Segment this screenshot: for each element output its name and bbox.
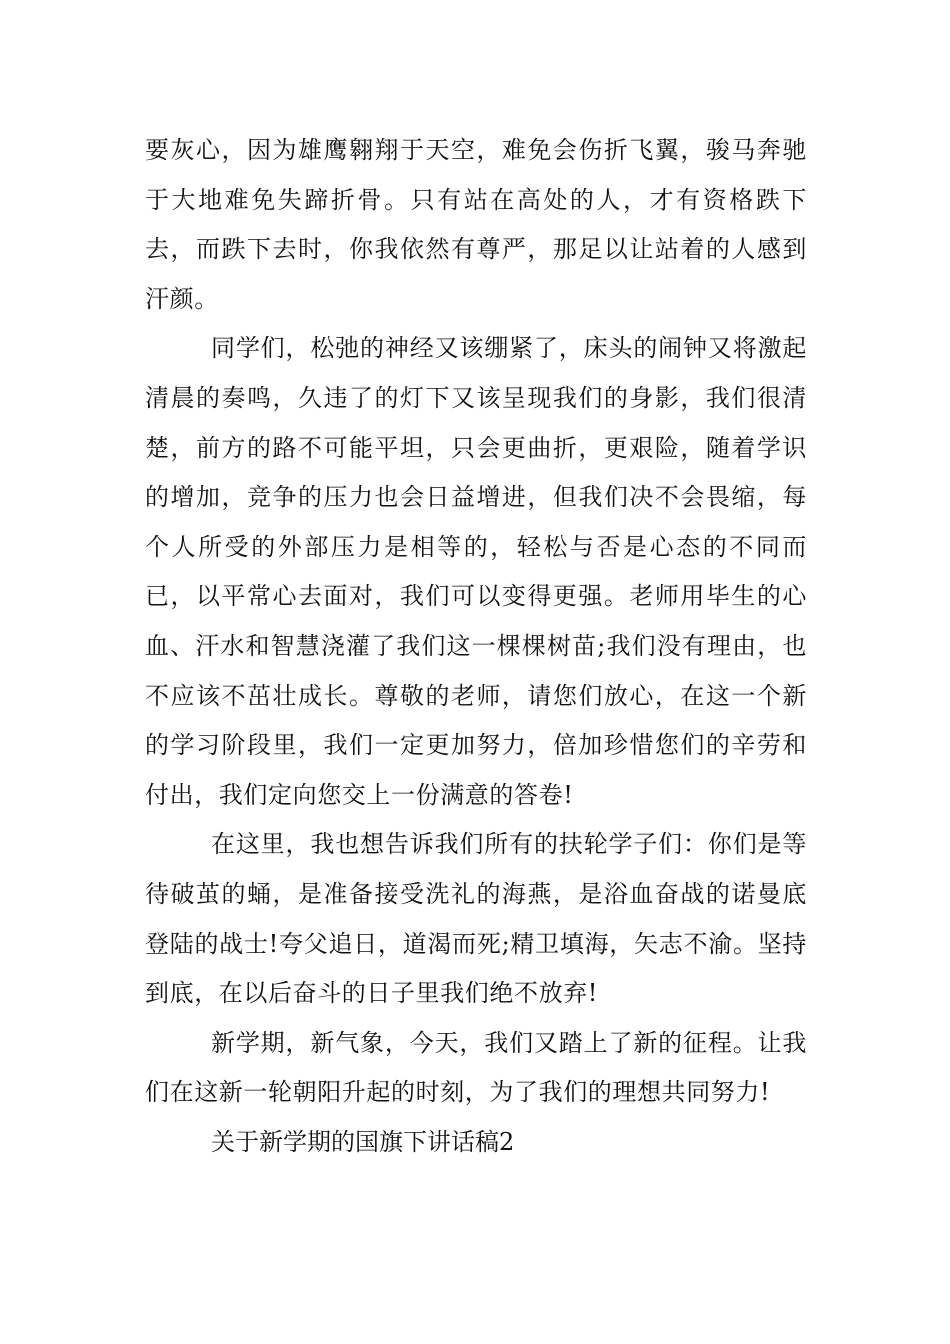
paragraph: 在这里，我也想告诉我们所有的扶轮学子们：你们是等待破茧的蛹，是准备接受洗礼的海燕，是浴血奋战的诺曼底登陆的战士!夸父追日，道渴而死;精卫填海，矢志不渝。坚持到底，在以后奋斗的日子里我们绝不放弃! <box>145 830 807 1008</box>
paragraph-continued: 要灰心，因为雄鹰翱翔于天空，难免会伤折飞翼，骏马奔驰于大地难免失蹄折骨。只有站在高处的人，才有资格跌下去，而跌下去时，你我依然有尊严，那足以让站着的人感到汗颜。 <box>145 136 807 313</box>
section-heading: 关于新学期的国旗下讲话稿2 <box>211 1127 515 1156</box>
document-body <box>145 126 807 1167</box>
paragraph: 新学期，新气象，今天，我们又踏上了新的征程。让我们在这新一轮朝阳升起的时刻，为了我们的理想共同努力! <box>145 1028 807 1107</box>
paragraph: 同学们，松弛的神经又该绷紧了，床头的闹钟又将激起清晨的奏鸣，久违了的灯下又该呈现我们的身影，我们很清楚，前方的路不可能平坦，只会更曲折，更艰险，随着学识的增加，竞争的压力也会日益增进，但我们决不会畏缩，每个人所受的外部压力是相等的，轻松与否是心态的不同而已，以平常心去面对，我们可以变得更强。老师用毕生的心血、汗水和智慧浇灌了我们这一棵棵树苗;我们没有理由，也不应该不茁壮成长。尊敬的老师，请您们放心，在这一个新的学习阶段里，我们一定更加努力，倍加珍惜您们的辛劳和付出，我们定向您交上一份满意的答卷! <box>145 334 807 809</box>
